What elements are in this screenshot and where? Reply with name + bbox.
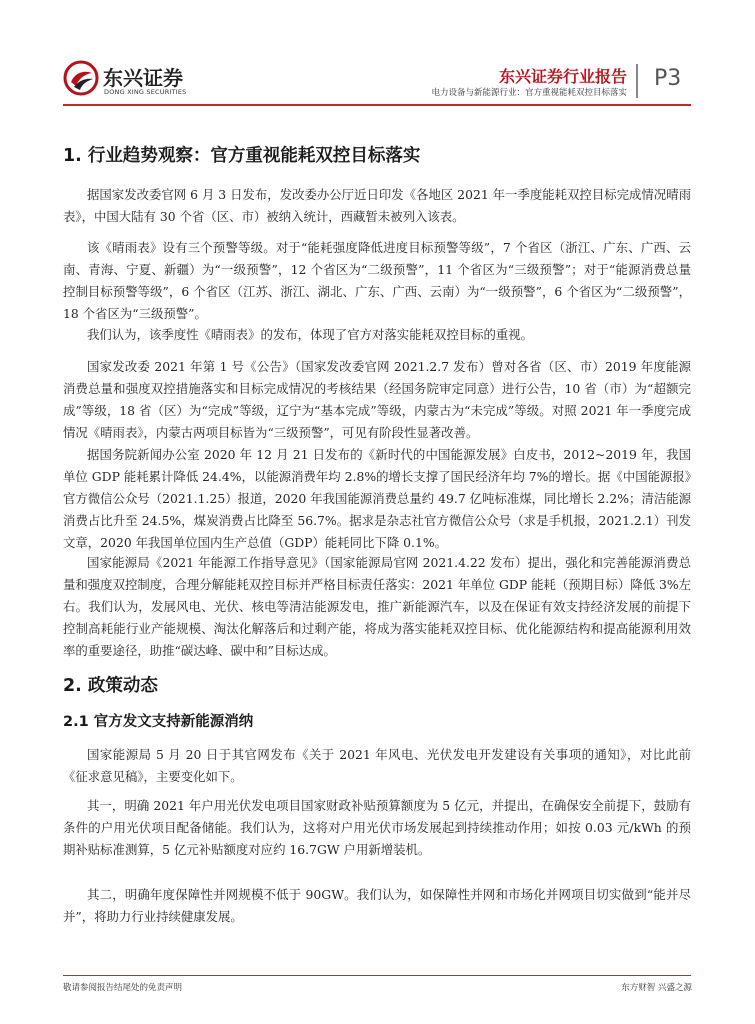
- report-subtitle: 电力设备与新能源行业：官方重视能耗双控目标落实: [431, 88, 627, 98]
- section-1-paragraph-5: 据国务院新闻办公室 2020 年 12 月 21 日发布的《新时代的中国能源发展》白皮书，2012~2019 年，我国单位 GDP 能耗累计降低 24.4%，以能源消费年均 2.8%的增长支撑了国民经济年均 7%的增长。据《中国能源报》官方微信公众号（2021.1.25）报道，2020 年我国能源消费总量约 49.7 亿吨标准煤，同比增长 2.2%；清洁能源消费占比升至 24.5%，煤炭消费占比降至 56.7%。据求是杂志社官方微信公众号（求是手机报，2021.2.1）刊发文章，2020 年我国单位国内生产总值（GDP）能耗同比下降 0.1%。: [63, 447, 691, 550]
- header-rule: [63, 104, 691, 106]
- section-1-paragraph-1: 据国家发改委官网 6 月 3 日发布，发改委办公厅近日印发《各地区 2021 年一季度能耗双控目标完成情况晴雨表》，中国大陆有 30 个省（区、市）被纳入统计，西藏暂未被列入该表。: [63, 187, 691, 224]
- report-title: 东兴证券行业报告: [498, 67, 627, 86]
- logo-english-name: DONG XING SECURITIES: [104, 88, 187, 96]
- logo-mark-icon: [63, 60, 99, 96]
- section-2-1-title: 2.1 官方发文支持新能源消纳: [63, 714, 254, 730]
- footer-disclaimer: 敬请参阅报告结尾处的免责声明: [63, 983, 183, 993]
- section-1-paragraph-2: 该《晴雨表》设有三个预警等级。对于“能耗强度降低进度目标预警等级”，7 个省区（浙江、广东、广西、云南、青海、宁夏、新疆）为“一级预警”，12 个省区为“二级预警”，11 个省区为“三级预警”；对于“能源消费总量控制目标预警等级”，6 个省区（江苏、浙江、湖北、广东、广西、云南）为“一级预警”，6 个省区为“二级预警”，18 个省区为“三级预警”。: [63, 240, 691, 321]
- section-1-paragraph-4: 国家发改委 2021 年第 1 号《公告》（国家发改委官网 2021.2.7 发布）曾对各省（区、市）2019 年度能源消费总量和强度双控措施落实和目标完成情况的考核结果（经国务院审定同意）进行公告，10 省（市）为“超额完成”等级，18 省（区）为“完成”等级，辽宁为“基本完成”等级，内蒙古为“未完成”等级。对照 2021 年一季度完成情况《晴雨表》，内蒙古两项目标皆为“三级预警”，可见有阶段性显著改善。: [63, 359, 691, 440]
- section-2-title: 2. 政策动态: [63, 676, 158, 696]
- page-number: P3: [654, 66, 682, 91]
- section-2-1-paragraph-1: 国家能源局 5 月 20 日于其官网发布《关于 2021 年风电、光伏发电开发建设有关事项的通知》，对比此前《征求意见稿》，主要变化如下。: [63, 747, 691, 784]
- section-2-1-paragraph-2: 其一，明确 2021 年户用光伏发电项目国家财政补贴预算额度为 5 亿元，并提出，在确保安全前提下，鼓励有条件的户用光伏项目配备储能。我们认为，这将对户用光伏市场发展起到持续推动作用；如按 0.03 元/kWh 的预期补贴标准测算，5 亿元补贴额度对应约 16.7GW 户用新增装机。: [63, 798, 691, 857]
- header-divider: [636, 64, 638, 98]
- section-2-1-paragraph-3: 其二，明确年度保障性并网规模不低于 90GW。我们认为，如保障性并网和市场化并网项目切实做到“能并尽并”，将助力行业持续健康发展。: [63, 887, 691, 924]
- logo-chinese-name: 东兴证券: [103, 66, 183, 90]
- section-1-paragraph-3: 我们认为，该季度性《晴雨表》的发布，体现了官方对落实能耗双控目标的重视。: [87, 327, 534, 342]
- company-logo: [63, 60, 187, 100]
- footer-rule: [63, 975, 691, 976]
- footer-slogan: 东方财智 兴盛之源: [621, 983, 692, 993]
- section-1-paragraph-6: 国家能源局《2021 年能源工作指导意见》（国家能源局官网 2021.4.22 发布）提出，强化和完善能源消费总量和强度双控制度，合理分解能耗双控目标并严格目标责任落实：2021 年单位 GDP 能耗（预期目标）降低 3%左右。我们认为，发展风电、光伏、核电等清洁能源发电，推广新能源汽车，以及在保证有效支持经济发展的前提下控制高耗能行业产能规模、淘汰化解落后和过剩产能，将成为落实能耗双控目标、优化能源结构和提高能源利用效率的重要途径，助推“碳达峰、碳中和”目标达成。: [63, 555, 691, 658]
- section-1-title: 1. 行业趋势观察：官方重视能耗双控目标落实: [63, 146, 421, 166]
- page-header: [0, 0, 755, 110]
